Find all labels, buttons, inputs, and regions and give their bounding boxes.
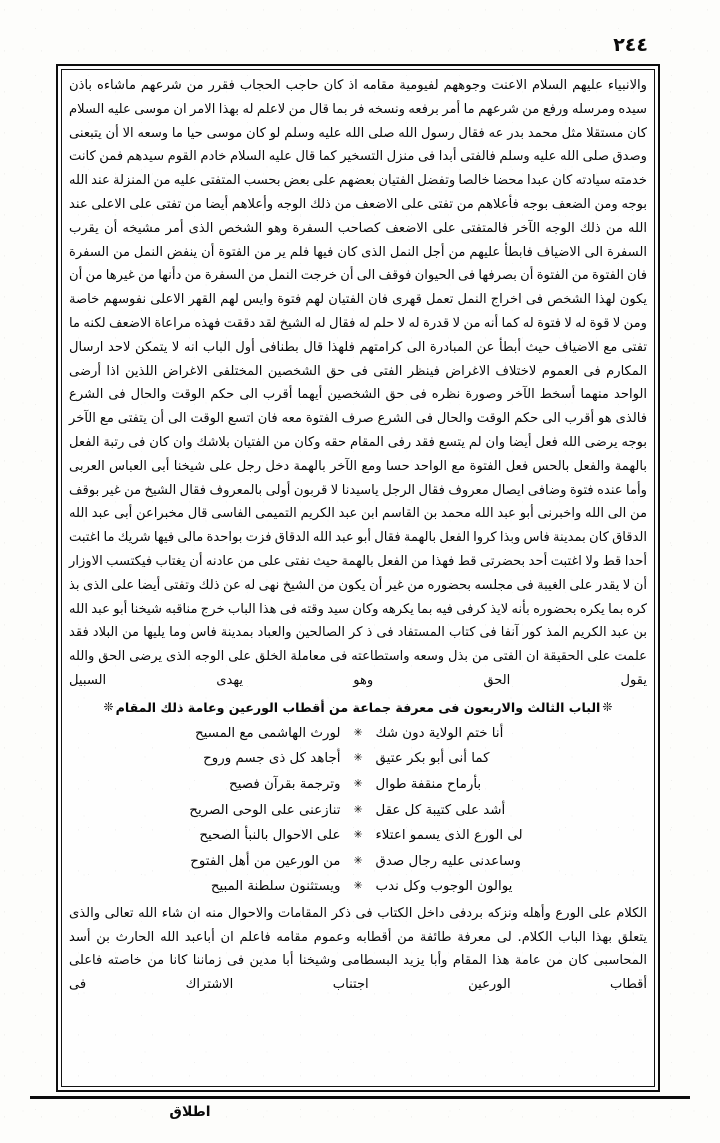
verse-separator-icon: ✳ bbox=[353, 776, 363, 790]
hemistich-first: أنا ختم الولاية دون شك bbox=[375, 725, 504, 741]
catchword-text: اطلاق bbox=[169, 1104, 211, 1120]
verse-line bbox=[69, 772, 647, 798]
hemistich-second: على الاحوال بالنبأ الصحيح bbox=[199, 828, 341, 844]
verse-separator-icon: ✳ bbox=[353, 879, 363, 893]
verse-line bbox=[69, 823, 647, 849]
verse-line bbox=[69, 874, 647, 900]
poem-block bbox=[69, 721, 647, 900]
verse-separator-icon: ✳ bbox=[353, 751, 363, 765]
verse-line bbox=[69, 798, 647, 824]
ornament-star-icon: ❊ bbox=[602, 699, 613, 714]
verse-separator-icon: ✳ bbox=[353, 853, 363, 867]
hemistich-first: كما أنى أبو بكر عتيق bbox=[375, 751, 490, 767]
body-paragraph-main: والانبياء عليهم السلام الاعنت وجوههم لفيومية مقامه اذ كان حاجب الحجاب فقرر من شرعهم ماشاءه باذن سيده ومرسله ورفع من شرعهم ما أمر برفعه ونسخه فر بما قال من لاعلم له بهذا الامر ان موسى عليه السلام كان مستقلا مثل محمد بدر عه فقال رسول الله صلى الله عليه وسلم لو كان موسى حيا ما وسعه الا أن يتبعنى وصدق صلى الله عليه وسلم فالفتى أبدا فى منزل التسخير كما قال عليه السلام خادم القوم سيدهم فمن كانت خدمته سيادته كان عبدا محضا خالصا وتفضل الفتيان بعضهم على بعض بحسب المتفتى عليه من المنزلة عند الله بوجه ومن الضعف بوجه فأعلاهم من تفتى على الاضعف من ذلك الوجه وأعلاهم أيضا من تفتى على الاعلى عند الله من ذلك الوجه الآخر فالمتفتى على الاضعف كصاحب السفرة وهو الشخص الذى أمر مشيخه أن يقرب السفرة الى الاضياف فابطأ عليهم من أجل النمل الذى كان فيها فلم ير من الفتوة أن ينفض النمل من السفرة فان الفتوة من الفتوة أن بصرفها فى الحيوان فوقف الى أن خرجت النمل من السفرة من دأنها من غيرها من أن يكون لهذا الشخص فى اخراج النمل تعمل قهرى فان الفتيان لهم فتوة وايس لهم القهر الاعلى نفوسهم خاصة ومن لا قوة له لا فتوة له كما أنه من لا قدرة له لا حلم له فقال له الشيخ لقد دققت فهذه مراعاة الاضعف لكنه ما تفتى مع الاضياف حيث أبطأ عن المبادرة الى كرامتهم فلهذا قال بطنافى أول الباب انه لا يتمكن لاحد ارسال المكارم فى العموم لاختلاف الاغراض فينظر الفتى فى حق الشخصين المختلفى الاغراض اللذين اذا أرضى الواحد منهما أسخط الآخر وصورة نظره فى حق الشخصين أيهما أقرب الى حكم الوقت والحال فى الشرع فالذى هو أقرب الى حكم الوقت والحال فى الشرع صرف الفتوة معه فان اتسع الوقت الى أن يتفتى مع الآخر بوجه يرضى الله فعل أيضا وان لم يتسع فقد رفى المقام حقه وكان من الفتيان بلاشك وان كان فى رتبة الفعل بالهمة والفعل بالحس فعل الفتوة مع الواحد حسا ومع الآخر بالهمة دخل رجل على شيخنا أبى العباس العربى وأما عنده فتوة وضافى ايصال معروف فقال الرجل ياسيدنا لا قربون أولى بالمعروف فقال الشيخ من غير بوقف من الى الله واخبرنى أبو عبد الله محمد بن القاسم ابن عبد الكريم التميمى الفاسى قال مخبراعن أبى عبد الله الدقاق كان بمدينة فاس وبذا كروا الفعل بالهمة فقال أبو عبد الله الدقاق فزت بواحدة مالى فيها شريك ما اغتبت أحدا قط ولا اغتبت أحد بحضرتى قط فهذا من الفعل بالهمة حيث نفتى على من عادنه أن يغتاب فيكتسب الاوزار أن لا يقدر على الغيبة فى مجلسه بحضوره من غير أن يكون من الشيخ نهى له عن ذلك وتفتى أيضا على الذى بذ كره بما يكره بحضوره بأنه لايذ كرفى فيه بما يكرهه وكان سيد وقته فى هذا الباب خرج مناقبه شيخنا أبو عبد الله بن عبد الكريم المذ كور آنفا فى كتاب المستفاد فى ذ كر الصالحين والعباد بمدينة فاس وما يليها من البلاد فقد علمت على الحقيقة ان الفتى من بذل وسعه واستطاعته فى معاملة الخلق على الوجه الذى يرضى الحق والله يقول الحق وهو يهدى السبيل bbox=[69, 78, 647, 688]
catchword bbox=[0, 1104, 720, 1120]
chapter-heading bbox=[69, 695, 647, 720]
page-number: ٢٤٤ bbox=[613, 34, 648, 56]
verse-line bbox=[69, 849, 647, 875]
hemistich-second: ويستثنون سلطنة المبيح bbox=[210, 879, 341, 895]
verse-separator-icon: ✳ bbox=[353, 725, 363, 739]
verse-line bbox=[69, 721, 647, 747]
verse-separator-icon: ✳ bbox=[353, 802, 363, 816]
hemistich-second: أجاهد كل ذى جسم وروح bbox=[203, 751, 341, 767]
hemistich-first: بأرماح منقفة طوال bbox=[375, 776, 482, 792]
ornament-star-icon: ❊ bbox=[103, 699, 114, 714]
hemistich-second: وترجمة بقرآن فصيح bbox=[229, 776, 341, 792]
chapter-heading-text: الباب الثالث والاربعون فى معرفة جماعة من أقطاب الورعين وعامة ذلك المقام bbox=[115, 699, 601, 715]
text-block bbox=[69, 74, 647, 1082]
hemistich-first: وساعدنى عليه رجال صدق bbox=[375, 853, 521, 869]
hemistich-first: أشد على كتيبة كل عقل bbox=[375, 802, 506, 818]
hemistich-second: لورث الهاشمى مع المسيح bbox=[194, 725, 341, 741]
text-frame-border bbox=[56, 64, 660, 1092]
hemistich-first: لى الورع الذى يسمو اعتلاء bbox=[375, 828, 523, 844]
hemistich-first: يوالون الوجوب وكل ندب bbox=[375, 879, 513, 895]
hemistich-second: من الورعين من أهل الفتوح bbox=[190, 853, 341, 869]
footer-rule bbox=[30, 1096, 690, 1099]
verse-line bbox=[69, 746, 647, 772]
hemistich-second: تنازعنى على الوحى الصريح bbox=[189, 802, 341, 818]
body-paragraph-closing: الكلام على الورع وأهله ونزكه بردفى داخل الكتاب فى ذكر المقامات والاحوال منه ان شاء الله تعالى والذى يتعلق بهذا الباب الكلام. لى معرفة طائفة من أقطابه وعموم مقامه فاعلم ان أباعبد الله الحارث بن أسد المحاسبى كان من عامة هذا المقام وأبا يزيد البسطامى وشيخنا أبا مدين فى زماننا كانا من خاصته فاعلى أقطاب الورعين اجتناب الاشتراك فى bbox=[69, 905, 647, 993]
verse-separator-icon: ✳ bbox=[353, 828, 363, 842]
